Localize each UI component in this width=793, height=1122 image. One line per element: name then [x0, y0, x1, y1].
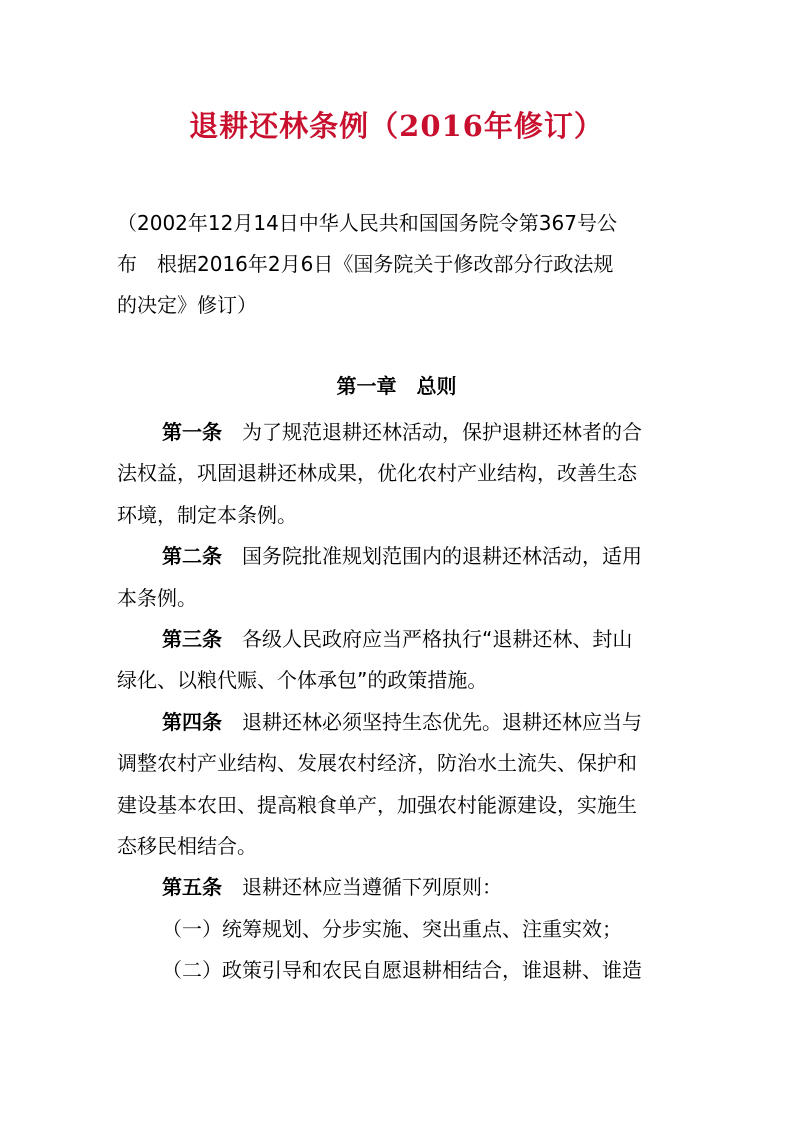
article-line: [117, 702, 687, 743]
article-5: [117, 867, 687, 991]
article-3: [117, 619, 687, 702]
article-text: 为了规范退耕还林活动，保护退耕还林者的合: [242, 420, 642, 444]
article-2: [117, 536, 687, 619]
article-line: 法权益，巩固退耕还林成果，优化农村产业结构，改善生态: [117, 461, 637, 486]
article-line: 本条例。: [117, 585, 197, 610]
article-line: 建设基本农田、提高粮食单产，加强农村能源建设，实施生: [117, 792, 637, 817]
article-text: 退耕还林应当遵循下列原则：: [242, 875, 502, 900]
article-4: [117, 702, 687, 868]
article-text: 退耕还林必须坚持生态优先。退耕还林应当与: [242, 709, 642, 734]
article-line: 环境，制定本条例。: [117, 502, 297, 527]
article-text: 各级人民政府应当严格执行“退耕还林、封山: [242, 627, 633, 652]
articles-body: [117, 412, 687, 992]
list-item: （一）统筹规划、分步实施、突出重点、注重实效；: [162, 916, 622, 941]
article-line: [117, 867, 687, 908]
promulgation-note-line: 的决定》修订）: [117, 293, 257, 317]
article-number: 第四条: [162, 709, 222, 734]
article-text: 国务院批准规划范围内的退耕还林活动，适用: [242, 544, 642, 569]
promulgation-note: [117, 203, 677, 326]
chapter-heading: 第一章 总则: [336, 374, 457, 398]
promulgation-note-line: 布 根据2016年2月6日《国务院关于修改部分行政法规: [117, 252, 614, 276]
article-number: 第二条: [162, 544, 222, 569]
article-line: 调整农村产业结构、发展农村经济，防治水土流失、保护和: [117, 751, 637, 776]
article-number: 第三条: [162, 627, 222, 652]
list-item: （二）政策引导和农民自愿退耕相结合，谁退耕、谁造: [162, 958, 642, 983]
article-line: [117, 536, 687, 577]
article-line: [117, 619, 687, 660]
article-line: 绿化、以粮代赈、个体承包”的政策措施。: [117, 668, 488, 693]
article-number: 第一条: [162, 420, 222, 444]
article-line: 态移民相结合。: [117, 834, 257, 859]
article-1: [117, 412, 687, 536]
document-title: 退耕还林条例（2016年修订）: [189, 109, 604, 143]
article-number: 第五条: [162, 875, 222, 900]
promulgation-note-line: （2002年12月14日中华人民共和国国务院令第367号公: [117, 211, 617, 235]
article-line: [117, 412, 687, 453]
